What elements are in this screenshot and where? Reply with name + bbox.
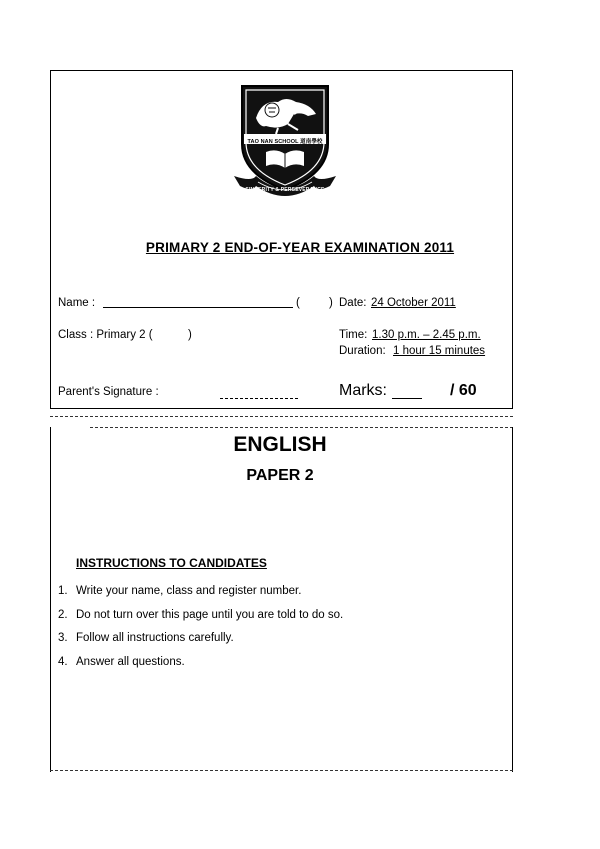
box-bottom-border [50,770,513,771]
instructions-list [58,585,343,679]
duration-value: 1 hour 15 minutes [393,345,486,357]
paper-number: PAPER 2 [246,467,314,484]
list-item: 4. Answer all questions. [58,655,185,668]
signature-field[interactable] [220,398,298,399]
instructions-heading: INSTRUCTIONS TO CANDIDATES [76,556,267,570]
register-open-paren: ( [296,297,300,309]
separator-line [50,416,513,417]
crest-motto: SINCERITY & PERSEVERANCE [245,187,325,193]
subject-title: ENGLISH [233,433,327,456]
signature-label: Parent's Signature : [58,386,159,398]
class-label: Class : Primary 2 ( [58,329,153,341]
time-label: Time: [339,329,368,341]
box-top-border [50,70,513,71]
register-close-paren: ) [329,297,333,309]
class-close-paren: ) [188,329,192,341]
list-item: 1. Write your name, class and register number. [58,585,302,597]
date-label: Date: [339,297,367,309]
duration-label: Duration: [339,345,386,357]
marks-total: / 60 [450,382,477,399]
marks-label: Marks: [339,382,387,399]
list-item: 2. Do not turn over this page until you are told to do so. [58,608,344,621]
list-item: 3. Follow all instructions carefully. [58,632,234,644]
date-value: 24 October 2011 [371,297,456,309]
marks-field[interactable] [392,398,422,399]
exam-title: PRIMARY 2 END-OF-YEAR EXAMINATION 2011 [145,240,455,255]
name-label: Name : [58,297,96,309]
crest-school-label: TAO NAN SCHOOL 道南學校 [247,139,323,145]
time-value: 1.30 p.m. – 2.45 p.m. [372,329,481,341]
name-field[interactable] [103,307,293,308]
